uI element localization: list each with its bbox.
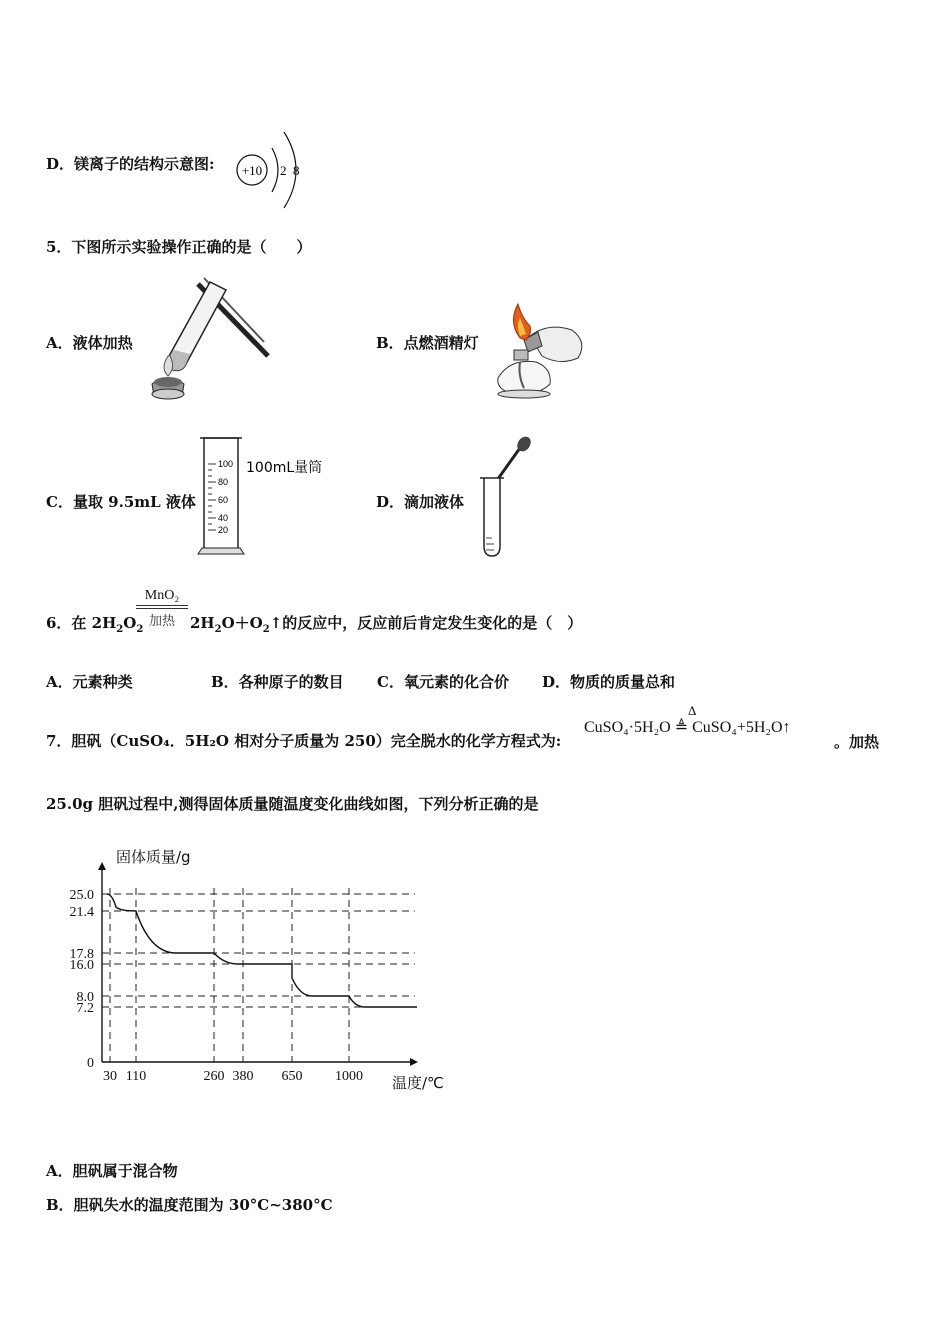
cylinder-label: 100mL量筒 — [246, 460, 323, 476]
q6-equals-sign — [136, 605, 188, 609]
cylinder-tick-20: 20 — [218, 525, 229, 535]
q6-reaction-condition — [136, 588, 188, 629]
cylinder-tick-60: 60 — [218, 495, 229, 505]
q7-line2: 25.0g 胆矾过程中,测得固体质量随温度变化曲线如图，下列分析正确的是 — [46, 795, 539, 813]
x-tick-label-5: 1000 — [335, 1069, 363, 1084]
q4-option-d: D．镁离子的结构示意图: — [46, 155, 215, 173]
y-axis-label: 固体质量/g — [116, 848, 191, 866]
lighting-lamp-illustration — [490, 296, 590, 402]
y-tick-label-3: 16.0 — [69, 958, 94, 973]
nucleus-charge: +10 — [241, 163, 263, 178]
shell2-electrons: 8 — [293, 163, 300, 178]
y-tick-label-4: 8.0 — [76, 990, 94, 1005]
liquid-heating-illustration — [138, 272, 274, 402]
x-axis-label: 温度/℃ — [392, 1074, 444, 1092]
x-tick-label-4: 650 — [281, 1069, 303, 1084]
q7-delta: Δ — [688, 703, 697, 718]
q6-option-c: C．氧元素的化合价 — [377, 673, 509, 691]
measuring-cylinder-illustration — [196, 432, 336, 560]
q7-stem-tail: 。加热 — [834, 733, 880, 751]
x-tick-label-3: 380 — [232, 1069, 254, 1084]
q7-equation: CuSO₄·5H₂O ≜ CuSO₄+5H₂O↑ — [584, 719, 791, 736]
shell1-electrons: 2 — [280, 163, 287, 178]
q5-option-b: B．点燃酒精灯 — [376, 334, 479, 352]
y-tick-label-2: 17.8 — [69, 947, 94, 962]
q6-option-b: B．各种原子的数目 — [211, 673, 344, 691]
q5-option-d: D．滴加液体 — [376, 493, 465, 511]
y-tick-label-6: 0 — [87, 1056, 94, 1071]
x-tick-label-2: 260 — [203, 1069, 225, 1084]
y-tick-label-1: 21.4 — [69, 905, 94, 920]
mass-temperature-chart — [60, 840, 460, 1100]
q5-stem: 5．下图所示实验操作正确的是（ ） — [46, 238, 312, 256]
cylinder-tick-80: 80 — [218, 477, 229, 487]
q7-option-a: A．胆矾属于混合物 — [46, 1162, 178, 1180]
x-tick-label-0: 30 — [103, 1069, 117, 1084]
x-axis-arrow — [410, 1058, 418, 1066]
shell-arc-1 — [272, 148, 278, 192]
cylinder-tick-40: 40 — [218, 513, 229, 523]
q7-option-b: B．胆矾失水的温度范围为 30°C~380°C — [46, 1196, 333, 1214]
q5-option-c: C．量取 9.5mL 液体 — [46, 493, 196, 511]
magnesium-ion-diagram — [232, 128, 312, 212]
dropping-liquid-illustration — [476, 434, 536, 560]
y-tick-label-5: 7.2 — [76, 1001, 94, 1016]
q6-option-d: D．物质的质量总和 — [542, 673, 676, 691]
q6-stem-suffix: $2H_2O+O_2↑$的反应中，反应前后肯定发生变化的是（ ） — [190, 614, 583, 635]
q6-catalyst: MnO₂ — [144, 588, 180, 603]
x-tick-label-1: 110 — [125, 1069, 147, 1084]
q5-option-a: A．液体加热 — [46, 334, 133, 352]
q7-stem: 7．胆矾（CuSO₄．5H₂O 相对分子质量为 250）完全脱水的化学方程式为: — [46, 732, 562, 750]
cylinder-tick-100: 100 — [218, 459, 234, 469]
y-tick-label-0: 25.0 — [69, 888, 94, 903]
q6-stem-prefix: 6．在 $2H_2O_2$ — [46, 614, 144, 635]
q6-option-a: A．元素种类 — [46, 673, 133, 691]
y-axis-arrow — [98, 862, 106, 870]
q6-condition: 加热 — [148, 614, 175, 629]
